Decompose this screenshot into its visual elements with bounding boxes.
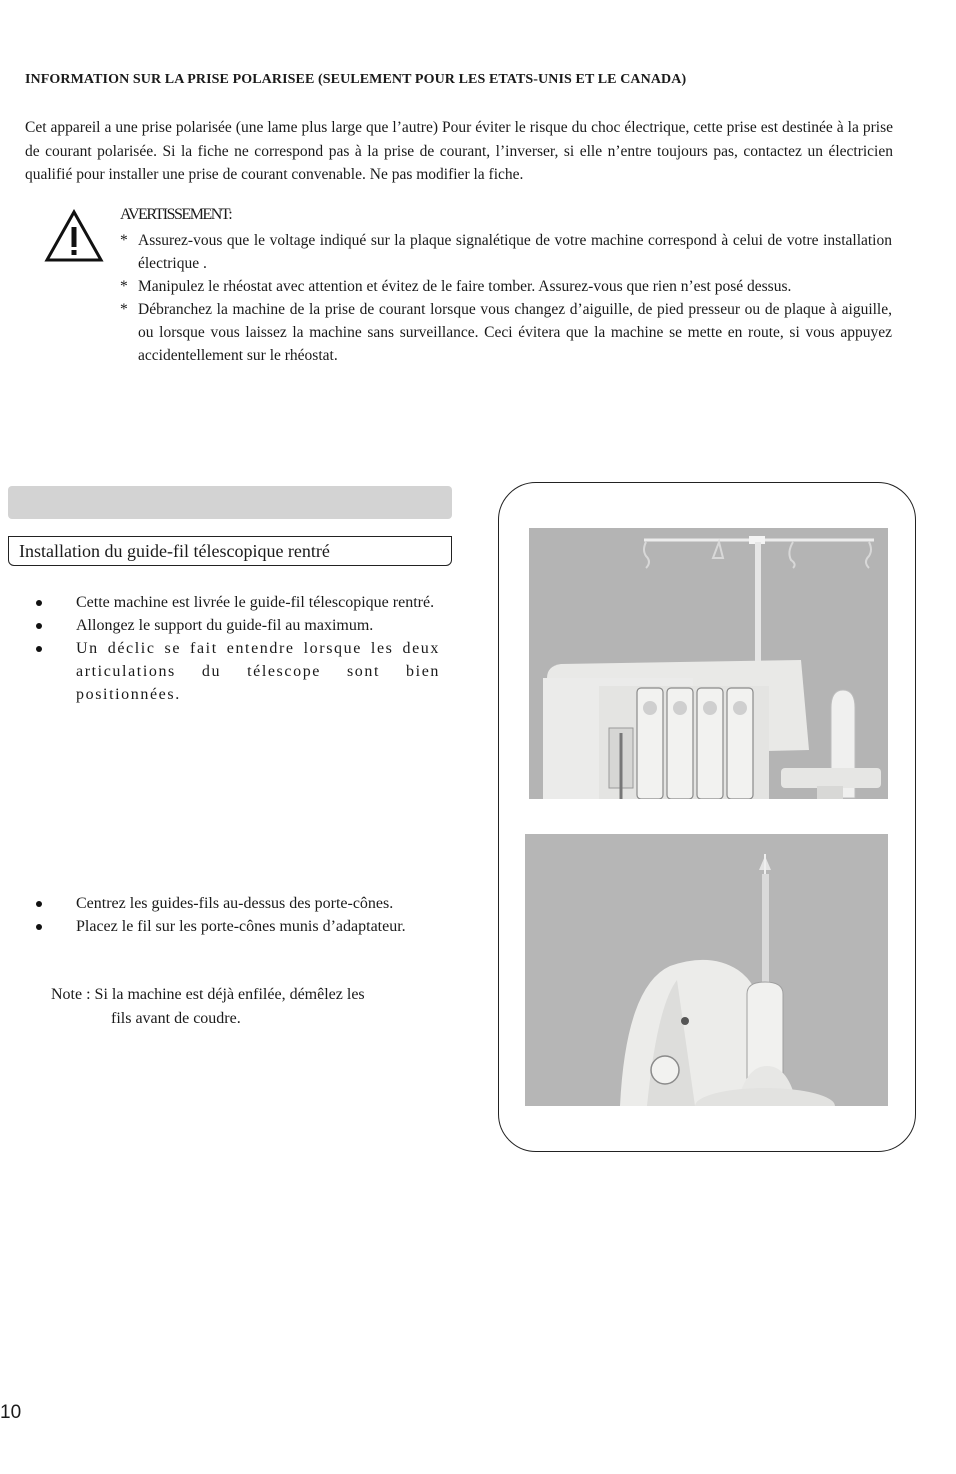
warning-item: * Assurez-vous que le voltage indiqué sur la plaque signalétique de votre machine correspond à celui de votre installation électrique .: [116, 229, 892, 275]
list-item: Centrez les guides-fils au-dessus des porte-cônes.: [10, 892, 440, 915]
warning-title: AVERTISSEMENT:: [120, 206, 232, 223]
section-title: Installation du guide-fil télescopique rentré: [8, 536, 452, 566]
bullet-icon: [36, 600, 42, 606]
warning-list: [116, 229, 892, 367]
warning-item: * Débranchez la machine de la prise de courant lorsque vous changez d’aiguille, de pied presseur ou de plaque à aiguille, ou lorsque vous laissez la machine sans surveillance. Ceci évitera que la machine se mette en route, si vous appuyez accidentellement sur le rhéostat.: [116, 298, 892, 367]
note-text: [51, 983, 471, 1031]
bullet-icon: [36, 623, 42, 629]
steps-top-list: [10, 591, 440, 706]
machine-telescope-photo: [529, 528, 888, 799]
intro-paragraph: Cet appareil a une prise polarisée (une lame plus large que l’autre) Pour éviter le risque du choc électrique, cette prise est destinée à la prise de courant polarisée. Si la fiche ne correspond pas à la prise de courant, l’inverser, si elle n’entre toujours pas, contactez un électricien qualifié pour installer une prise de courant convenable. Ne pas modifier la fiche.: [25, 119, 893, 183]
bullet-icon: [36, 924, 42, 930]
page-heading: INFORMATION SUR LA PRISE POLARISEE (SEULEMENT POUR LES ETATS-UNIS ET LE CANADA): [25, 72, 687, 87]
bullet-icon: [36, 646, 42, 652]
warning-triangle-icon: [44, 209, 104, 263]
asterisk-marker: *: [120, 301, 128, 318]
list-item: Allongez le support du guide-fil au maximum.: [10, 614, 440, 637]
list-item: Placez le fil sur les porte-cônes munis d’adaptateur.: [10, 915, 440, 938]
list-item: Cette machine est livrée le guide-fil télescopique rentré.: [10, 591, 440, 614]
asterisk-marker: *: [120, 278, 128, 295]
list-item: Un déclic se fait entendre lorsque les deux articulations du télescope sont bien positionnées.: [10, 637, 440, 706]
bullet-icon: [36, 901, 42, 907]
warning-item: * Manipulez le rhéostat avec attention et évitez de le faire tomber. Assurez-vous que rien n’est posé dessus.: [116, 275, 892, 298]
section-header-bar: [8, 486, 452, 519]
page-number: 10: [0, 1402, 22, 1423]
note-line-1: Note : Si la machine est déjà enfilée, démêlez les: [51, 986, 365, 1003]
asterisk-marker: *: [120, 232, 128, 249]
note-line-2: fils avant de coudre.: [111, 1010, 241, 1027]
steps-bottom-list: [10, 892, 440, 938]
telescope-closeup-photo: [525, 834, 888, 1106]
